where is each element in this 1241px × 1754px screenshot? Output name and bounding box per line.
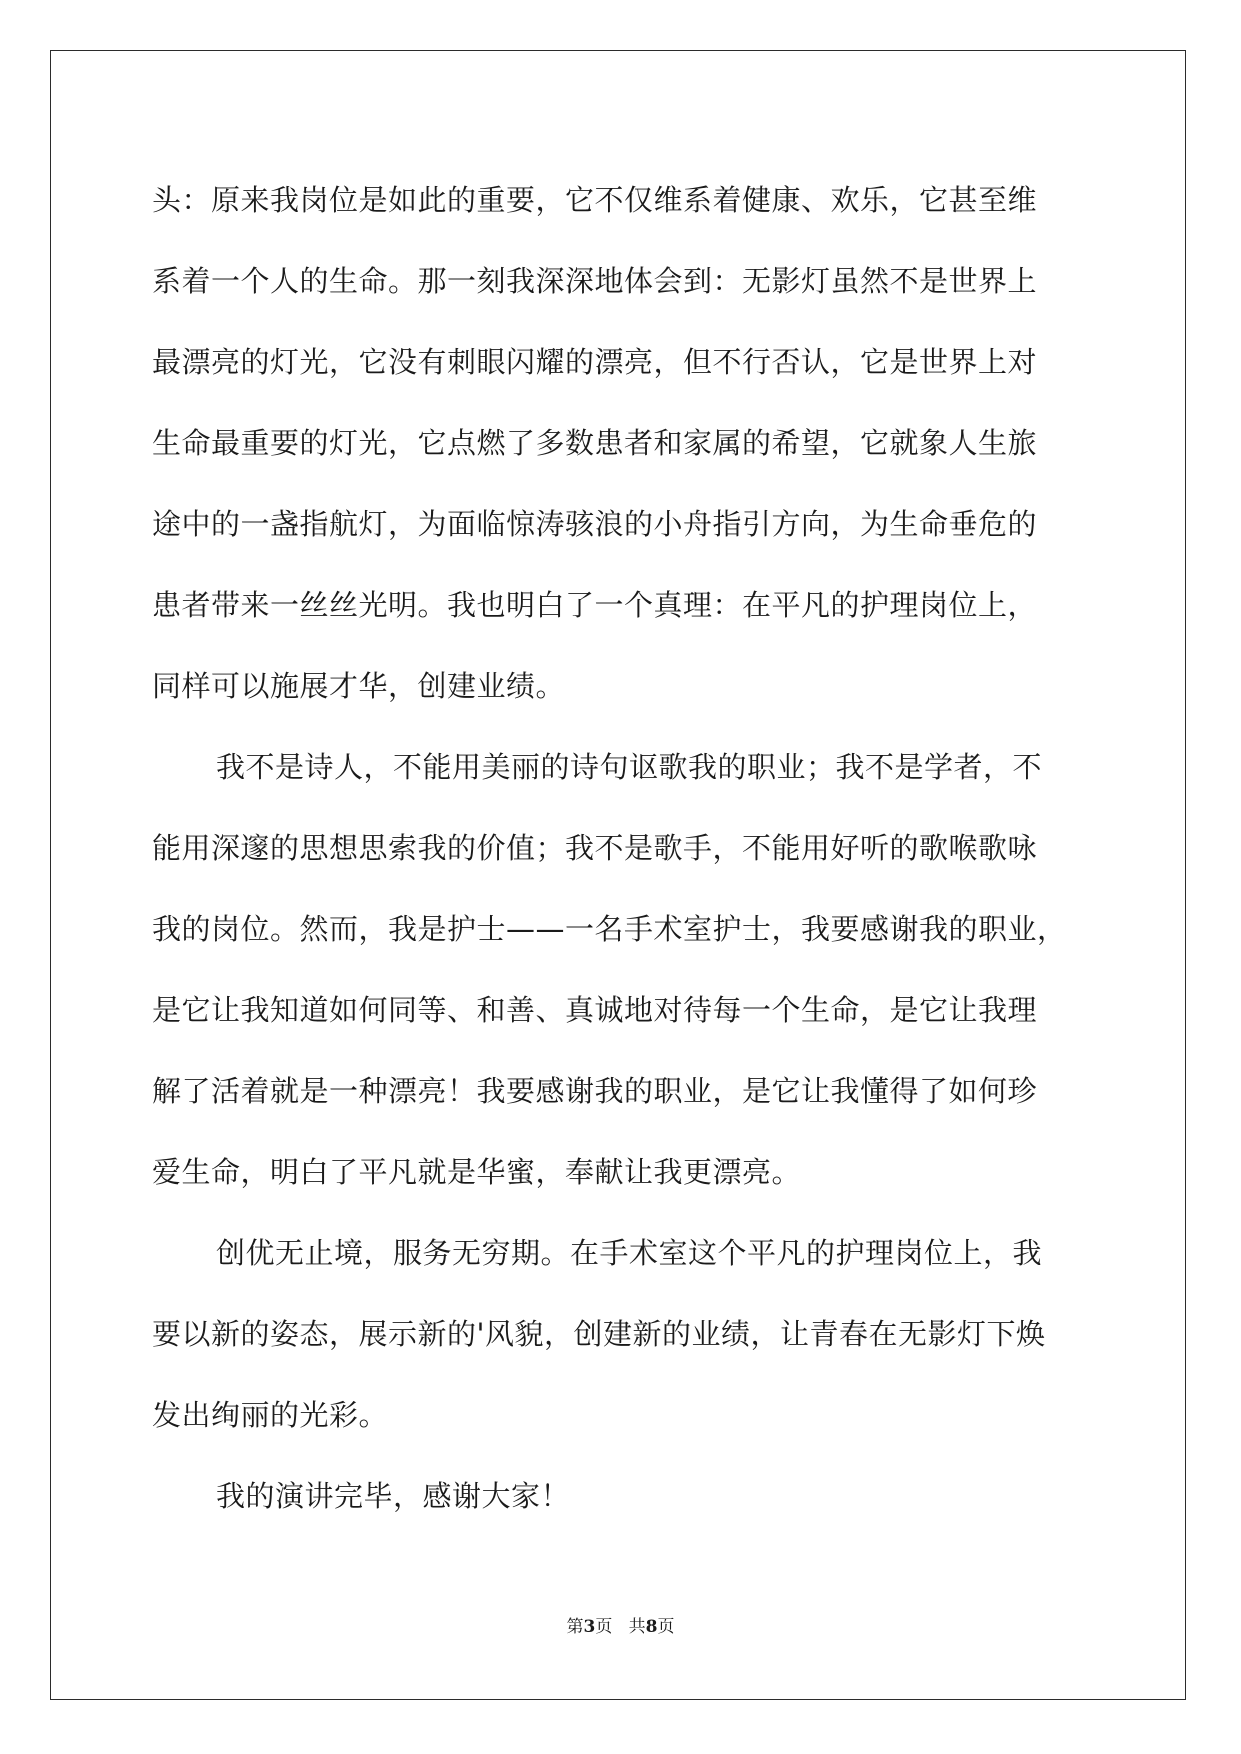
page-footer (0, 1612, 1241, 1637)
footer-total-prefix: 共 (628, 1617, 646, 1637)
text-line: 是它让我知道如何同等、和善、真诚地对待每一个生命，是它让我理 (152, 993, 1038, 1027)
footer-prefix: 第 (566, 1617, 584, 1637)
text-line: 解了活着就是一种漂亮！我要感谢我的职业，是它让我懂得了如何珍 (152, 1074, 1038, 1108)
text-line: 生命最重要的灯光，它点燃了多数患者和家属的希望，它就象人生旅 (152, 426, 1038, 460)
text-line: 最漂亮的灯光，它没有刺眼闪耀的漂亮，但不行否认，它是世界上对 (152, 345, 1038, 379)
current-page-number: 3 (583, 1617, 596, 1637)
text-line: 头：原来我岗位是如此的重要，它不仅维系着健康、欢乐，它甚至维 (152, 183, 1038, 217)
text-line: 患者带来一丝丝光明。我也明白了一个真理：在平凡的护理岗位上， (152, 588, 1038, 622)
text-line: 我的岗位。然而，我是护士——一名手术室护士，我要感谢我的职业， (152, 912, 1067, 946)
text-line: 我不是诗人，不能用美丽的诗句讴歌我的职业；我不是学者，不 (216, 750, 1043, 784)
text-line: 途中的一盏指航灯，为面临惊涛骇浪的小舟指引方向，为生命垂危的 (152, 507, 1038, 541)
footer-total-suffix: 页 (657, 1617, 675, 1637)
text-line: 创优无止境，服务无穷期。在手术室这个平凡的护理岗位上，我 (216, 1236, 1043, 1270)
text-line: 能用深邃的思想思索我的价值；我不是歌手，不能用好听的歌喉歌咏 (152, 831, 1038, 865)
text-line: 我的演讲完毕，感谢大家！ (216, 1479, 571, 1513)
footer-page-suffix: 页 (595, 1617, 613, 1637)
text-line: 同样可以施展才华，创建业绩。 (152, 669, 566, 703)
text-line: 发出绚丽的光彩。 (152, 1398, 389, 1432)
text-line: 爱生命，明白了平凡就是华蜜，奉献让我更漂亮。 (152, 1155, 802, 1189)
text-line: 要以新的姿态，展示新的'风貌，创建新的业绩，让青春在无影灯下焕 (152, 1317, 1046, 1351)
document-body (152, 160, 1092, 1537)
total-page-count: 8 (645, 1617, 658, 1637)
text-line: 系着一个人的生命。那一刻我深深地体会到：无影灯虽然不是世界上 (152, 264, 1038, 298)
